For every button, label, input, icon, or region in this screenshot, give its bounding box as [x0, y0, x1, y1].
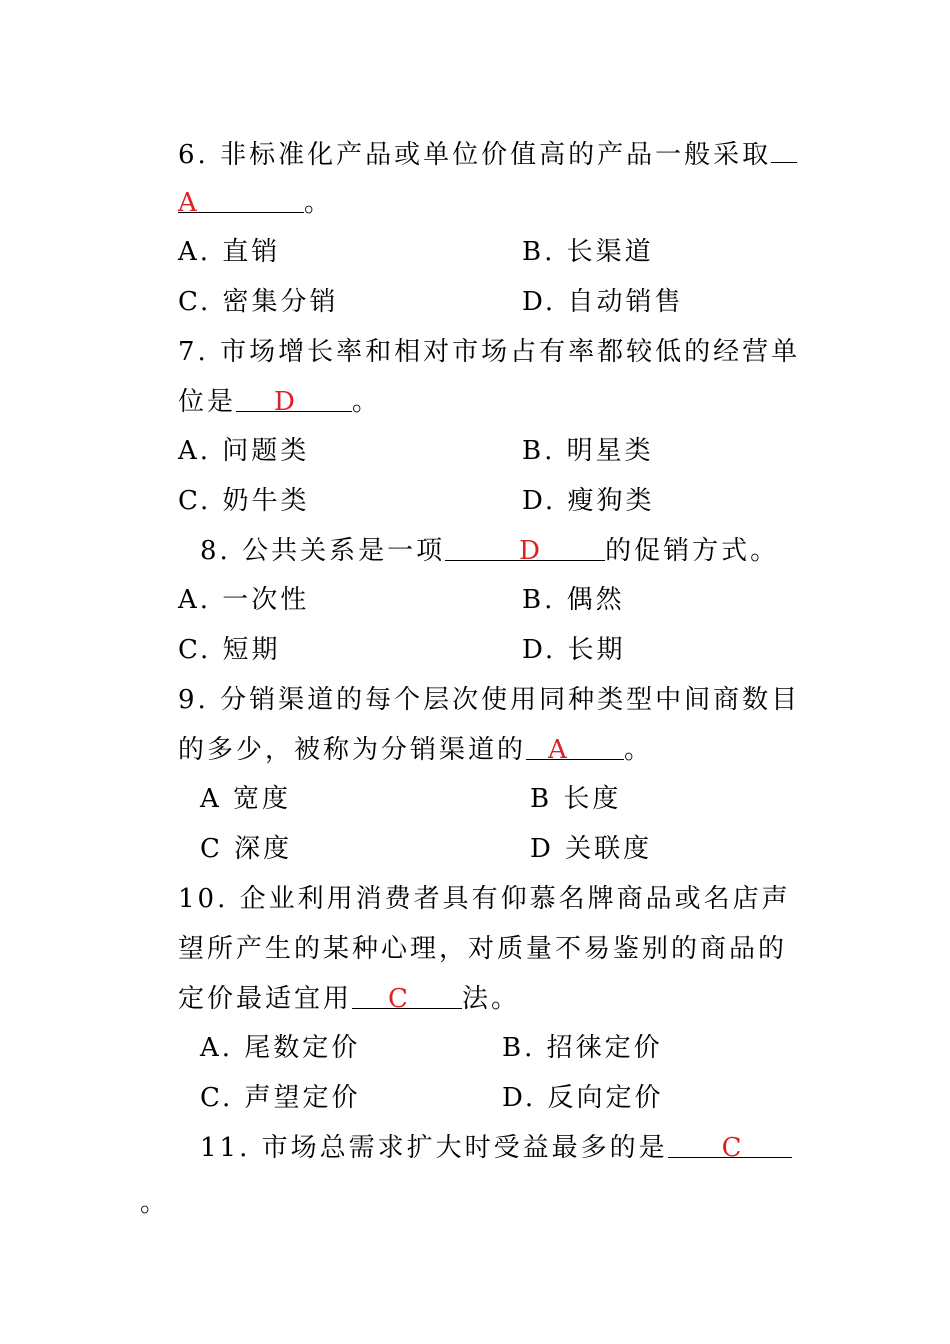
option-7d: D. 瘦狗类	[522, 486, 655, 516]
option-6d: D. 自动销售	[522, 287, 684, 317]
answer-9: A	[548, 735, 570, 765]
answer-11: C	[721, 1133, 745, 1163]
option-8c: C. 短期	[178, 635, 281, 665]
answer-blank-10	[352, 984, 462, 1014]
question-7-text2: 位是	[178, 387, 237, 417]
question-9-stem: 9. 分销渠道的每个层次使用同种类型中间商数目	[178, 685, 801, 715]
question-10-end: 法。	[462, 984, 521, 1014]
option-10d: D. 反向定价	[502, 1083, 664, 1113]
option-6b: B. 长渠道	[522, 237, 654, 267]
option-6a: A. 直销	[178, 237, 281, 267]
question-10-text3: 定价最适宜用	[178, 984, 353, 1014]
option-7a: A. 问题类	[178, 436, 310, 466]
question-9-stem-line2	[178, 735, 653, 765]
option-9b: B 长度	[530, 784, 622, 814]
question-6-end: 。	[304, 188, 334, 218]
question-7-stem: 7. 市场增长率和相对市场占有率都较低的经营单	[178, 337, 801, 367]
answer-blank-8	[445, 536, 605, 566]
question-6-stem-line2	[178, 188, 333, 218]
option-7b: B. 明星类	[522, 436, 654, 466]
option-8b: B. 偶然	[522, 585, 625, 615]
answer-blank-6	[178, 188, 304, 218]
answer-7: D	[274, 387, 298, 417]
question-10-stem: 10. 企业利用消费者具有仰慕名牌商品或名店声	[178, 884, 791, 914]
question-8-stem	[200, 536, 779, 566]
option-8d: D. 长期	[522, 635, 626, 665]
question-6-stem	[178, 138, 797, 170]
question-11-end: 。	[140, 1188, 170, 1218]
answer-8: D	[519, 536, 543, 566]
question-10-stem-line2: 望所产生的某种心理，对质量不易鉴别的商品的	[178, 934, 788, 964]
question-6-text: 6. 非标准化产品或单位价值高的产品一般采取	[178, 140, 772, 170]
option-9c: C 深度	[200, 834, 293, 864]
question-11-stem	[200, 1133, 792, 1163]
question-7-stem-line2	[178, 387, 381, 417]
option-9d: D 关联度	[530, 834, 653, 864]
answer-10: C	[388, 984, 411, 1014]
option-8a: A. 一次性	[178, 585, 310, 615]
answer-blank-9	[526, 735, 624, 765]
option-10c: C. 声望定价	[200, 1083, 361, 1113]
question-11-text: 11. 市场总需求扩大时受益最多的是	[200, 1133, 668, 1163]
option-10a: A. 尾数定价	[200, 1033, 361, 1063]
option-9a: A 宽度	[200, 784, 292, 814]
question-9-end: 。	[624, 735, 654, 765]
answer-blank-11	[668, 1133, 792, 1163]
question-8-end: 的促销方式。	[605, 536, 780, 566]
question-8-text: 8. 公共关系是一项	[200, 536, 446, 566]
option-6c: C. 密集分销	[178, 287, 339, 317]
question-9-text2: 的多少，被称为分销渠道的	[178, 735, 527, 765]
answer-6: A	[178, 188, 200, 218]
answer-blank-7	[236, 387, 352, 417]
option-7c: C. 奶牛类	[178, 486, 310, 516]
question-10-stem-line3	[178, 984, 520, 1014]
option-10b: B. 招徕定价	[502, 1033, 663, 1063]
answer-blank-6a	[771, 138, 797, 163]
question-7-end: 。	[352, 387, 382, 417]
